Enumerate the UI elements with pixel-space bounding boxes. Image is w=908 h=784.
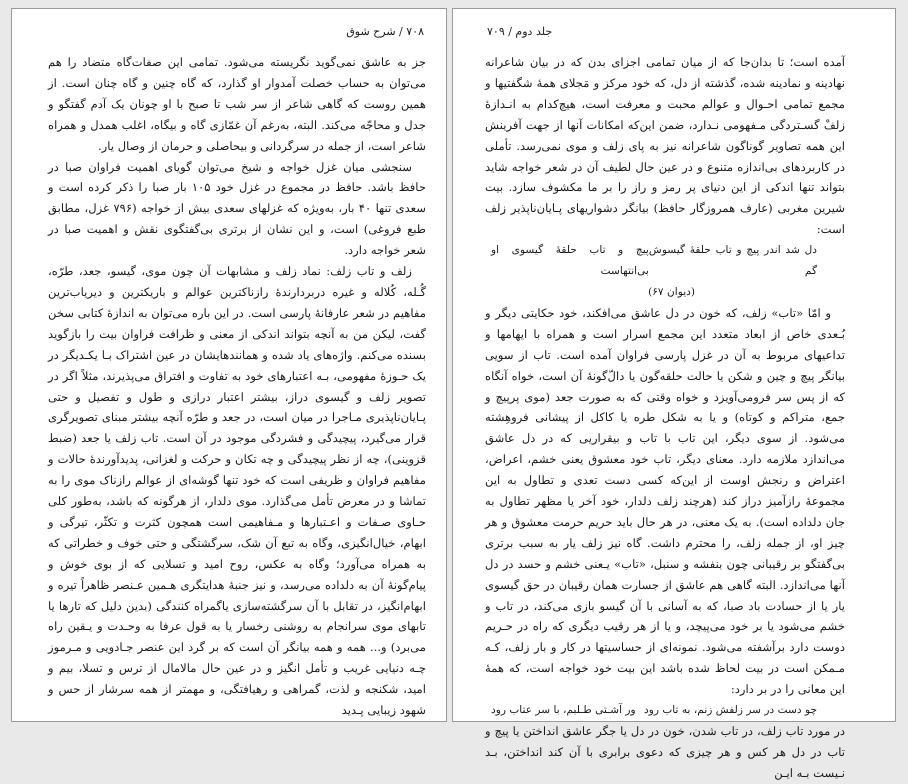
left-paragraph-1: جز به عاشق نمی‌گوید نگریسته می‌شود. تمامی این صفات‌گاه متضاد را هم می‌توان به حساب خصلت آمدوار او گذارد، که گاه چنین و گاه چنان است. از همین روست که گاهی شاعر از سر شب تا صبح با او چونان یک آدم گفتگو و جدل و محاجّه می‌کند. البته، به‌رغم آن غمّازی گاه و بیگاه، اغلب همدل و همراه شاعر است، از جمله در سرگردانی و بیحاصلی و حرمان از وصال یار. [48,55,426,153]
left-paragraph-3: زلف و تاب زلف: نماد زلف و مشابهات آن چون موی، گیسو، جعد، طرّه، گُـله، کُلاله و غیره دربردارندهٔ رازناکترین عوالم و باریکترین و دیریاب‌ترین مفاهیم در شعر عارفانهٔ پارسی است. در این باره می‌توان به اندازهٔ کتابی سخن گفت، لیکن من به آنچه بتواند اندکی از معنی و ظرافت فراوان بیت را بازگوید بسنده می‌کنم. واژه‌های یاد شده و همانندهایشان در عین اشتراک بـا یکـدیگر در یک حـوزهٔ مفهومی، بـه اعتبارهای خود به تفاوت و افتراق می‌پذیرند، مثلاً اگر در تصویر زلف و گیسوی دراز، بیشتر اعتبار درازی و طول و تفصیل و حتی پـایان‌ناپذیری مـاجرا در میان است، در جعد و طرّه آنچه بیشتر مبنای تصویرگری قرار می‌گیرد، پیچیدگی و فشردگی موجود در آن است. تاب زلف یا جعد (ضبط قزوینی)، چه از نظر پیچیدگی و چه تکان و حرکت و لغزانی، پدیدآورندهٔ حالات و مفاهیم فراوان و ظریفی است که خود تنها گوشه‌ای از عوالم رازناک موی را به تماشا و در معرض تأمل می‌گذارد. موی دلدار، از هرگونه که باشد، به‌طور کلی حـاوی صـفات و اعـتبارها و مـفاهیمی است همچون کثرت و تکثّر، تیرگی و ابهام، خیال‌انگیزی، وگاه به تبع آن شک، سرگشتگی و حتی خوف و خطراتی که به همراه می‌آورد؛ وگاه به عکس، روح امید و تسلایی که از بوی خوش و پیام‌گونهٔ آن به دلداده می‌رسد، و نیز جنبهٔ هدایتگری هـمین عـنصر ظاهراً تیره و ابهام‌انگیز، در تقابل با آن سرگشته‌سازی یاگمراه کنندگی (بدین دلیل که تارها یا تابهای موی سرانجام به روشنی رخسار یا به قول عرفا به وحـدت و یـقین راه می‌برد) و... همه و همه بیانگر آن است که بر گرد این عنصر جـادویی و مـرموز چـه دنیایی غریب و تأمل انگیز و در عین حال مالامال از ترس و تسلا، بیم و امید، شکنجه و لذت، گمراهی و رهیافتگی، و مهمتر از همه سرشار از حس و شهود زیبایی پـدید [48,264,426,718]
verse-1-hemistich-2: پیچ و تاب حلقهٔ گیسوی او بی‌انتهاست [491,244,649,278]
right-paragraph-3: در مورد تاب زلف، در تاب شدن، خون در دل یا جگر عاشق انداختن یا پیچ و تاب در دل هر کس و هر چیزی که دعوی برابری با آن کند انداختن، بـد نـیست بـه ایـن [485,724,845,780]
left-page-body [48,52,426,721]
left-page-header: ۷۰۸ / شرح شوق [346,25,424,38]
verse-2-hemistich-1: چو دست در سر زلفش زنم، به تاب رود [644,704,817,717]
right-page-header: جلد دوم / ۷۰۹ [487,25,553,38]
left-page [11,8,447,722]
verse-couplet-1 [485,240,845,282]
right-paragraph-2: و امّا «تاب» زلف، که خون در دل عاشق می‌افکند، خود حکایتی دیگر و بُـعدی خاص از ابعاد متعدد این مجمع اسرار است و همراه با ایهامها و تداعیهای مربوط به آن در غزل پارسی فراوان آمده است. تاب از سویی بیانگر پیچ و چین و شکن یا حالت حلقه‌گون یا دالّ‌گونهٔ آن است، خواه آنگاه که از پس سر فرومی‌آویزد و خواه وقتی که به صورت جعد (موی پرپیچ و جمع، متراکم و کوتاه) و یا به شکل طره یا کاکل از پیشانی فروهِشته می‌شود. از سوی دیگر، این تاب با تاب و بیقراریی که در دل عاشق می‌اندازد ملازمه دارد. معنای دیگر، تاب خود معشوق یعنی خشم، اعراض، اعتراض و رنجش اوست از این‌که کسی دست تعدی و تطاول به این مجموعهٔ رازآمیز دراز کند (هرچند زلف دلدار، خود آخر یا مظهر تطاول به جان دلداده است). به یک معنی، در هر حال باید حریم حرمت معشوق و هر چیز او، از جمله زلف، را محترم داشت. گاه نیز زلف یار به سبب برتری بی‌گفتگو بر رقیبانی چون بنفشه و سنبل، «تاب» یـعنی خشم و حسد در دل آنها می‌اندازد. البته گاهی هم عاشق از جسارت همان رقیبان در حق گیسوی یار یا از حسادت باد صبا، که به آسانی با آن گیسو بازی می‌کند، در تاب و خشم می‌شود یا بر خود می‌پیچد، و یا از هر رقیب دیگری که راه در حـریم دوست دارد برآشفته می‌شود. نمونه‌ای از حساسیتها در کار و بار زلف، کـه مـمکن است در بیت لحاظ شده باشد این بیت خود خواجه است، که همهٔ این معانی را در بر دارد: [485,305,845,697]
verse-1-reference: (دیوان ۶۷) [648,285,695,298]
right-page-body [485,52,845,784]
right-paragraph-1: آمده است؛ تا بدان‌جا که از میان تمامی اجزای بدن که در بیان شاعرانه نهادینه و نمادینه شده، گذشته از دل، که خود مرکز و مَجلای همهٔ شگفتیها و مجمع تمامی احـوال و عوالم محبت و معرفت است، هیچ‌کدام به انـدازهٔ زلفْ گسـتردگی مـفهومی نـدارد، ضمن این‌که امکانات آنها از جهت آفرینش این همه تصاویر گوناگون شاعرانه نیز به پای زلف و موی نمی‌رسد. تأملی در کاربردهای بی‌اندازه متنوع و در عین حال لطیف آن در شعر خواجه شاید بتواند تنها اندکی از این دنیای پر رمز و راز را بر ما مکشوف سازد. بیت شیرین مغربی (عارف همروزگار حافظ) بیانگر دشواریهای پـایان‌ناپذیر زلف است: [485,55,845,237]
right-page [452,8,896,780]
verse-couplet-2 [485,700,845,721]
verse-1-hemistich-1: دل شد اندر پیچ و تاب حلقهٔ گیسوش گم [648,244,817,278]
verse-2-hemistich-2: ور آشـتی طـلبم، با سر عتاب رود [491,704,636,717]
left-paragraph-2: سنجشی میان غزل خواجه و شیخ می‌توان گویای اهمیت فراوان صبا در حافظ باشد. حافظ در مجموع در غزل خود ۱۰۵ بار صبا را ذکر کرده است و سعدی تنها ۴۰ بار، به‌ویژه که غزلهای سعدی بیش از خواجه (۷۹۶ غزل، مطابق طبع فروغی) است، و این نشان از برتری بی‌گفتگوی نقش و اهمیت صبا در شعر خواجه دارد. [48,159,426,258]
